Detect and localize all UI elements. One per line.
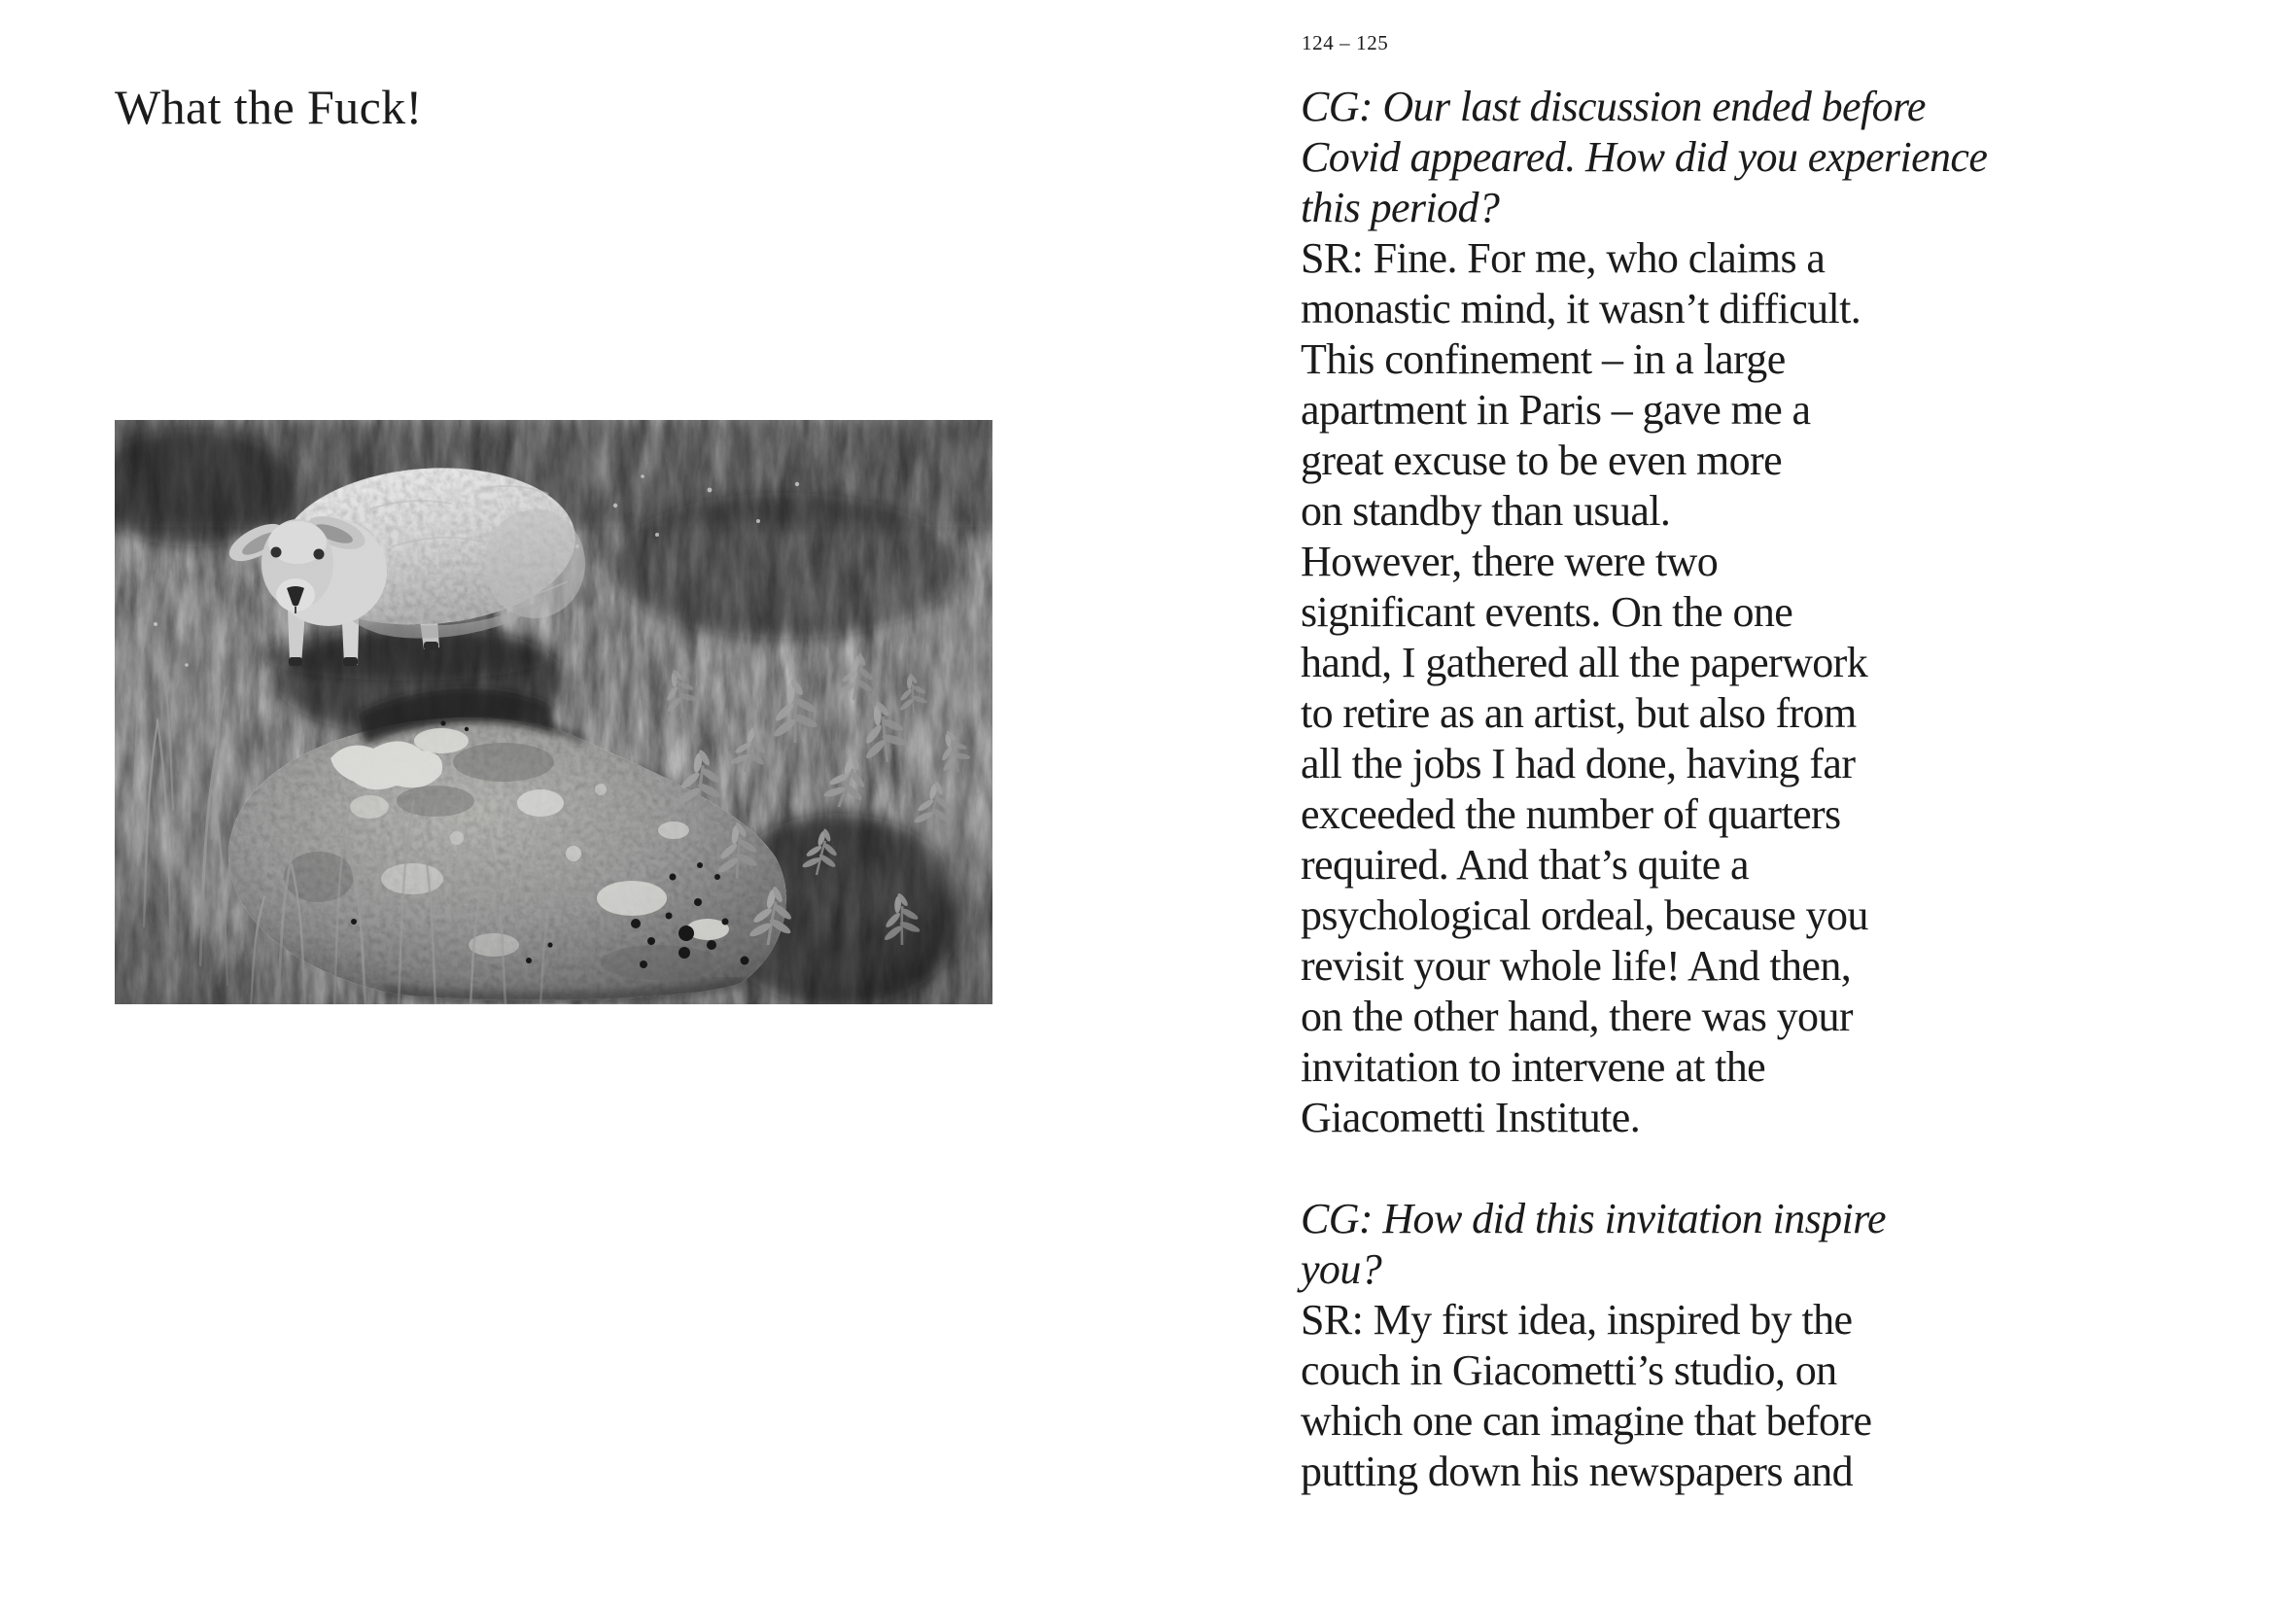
interview-blank-line bbox=[1301, 1143, 2049, 1194]
interview-question-line: you? bbox=[1301, 1245, 1382, 1293]
interview-answer-line: This confinement – in a large bbox=[1301, 335, 1786, 383]
interview-answer-line: which one can imagine that before bbox=[1301, 1397, 1872, 1445]
interview-question-line: this period? bbox=[1301, 184, 1500, 231]
interview-answer-line: revisit your whole life! And then, bbox=[1301, 942, 1852, 990]
interview-answer-line: invitation to intervene at the bbox=[1301, 1043, 1766, 1091]
interview-answer-line: monastic mind, it wasn’t difficult. bbox=[1301, 285, 1861, 332]
interview-answer-line: SR: Fine. For me, who claims a bbox=[1301, 234, 1826, 282]
interview-question-line: CG: How did this invitation inspire bbox=[1301, 1195, 1886, 1242]
interview-answer-line: putting down his newspapers and bbox=[1301, 1448, 1853, 1495]
interview-answer-line: all the jobs I had done, having far bbox=[1301, 740, 1856, 787]
vignette bbox=[115, 420, 992, 1004]
interview-answer-line: great excuse to be even more bbox=[1301, 437, 1783, 484]
interview-answer-line: couch in Giacometti’s studio, on bbox=[1301, 1346, 1837, 1394]
interview-answer-line: hand, I gathered all the paperwork bbox=[1301, 639, 1868, 686]
interview-answer-line: Giacometti Institute. bbox=[1301, 1094, 1641, 1141]
page-number: 124 – 125 bbox=[1302, 31, 1389, 54]
interview-answer-line: to retire as an artist, but also from bbox=[1301, 689, 1857, 737]
interview-text bbox=[1301, 82, 2049, 1497]
lamb-photograph bbox=[115, 420, 992, 1004]
interview-answer-line: significant events. On the one bbox=[1301, 588, 1793, 636]
interview-answer-line: on the other hand, there was your bbox=[1301, 993, 1853, 1040]
interview-answer-line: SR: My first idea, inspired by the bbox=[1301, 1296, 1853, 1344]
interview-answer-line: apartment in Paris – gave me a bbox=[1301, 386, 1811, 434]
interview-answer-line: required. And that’s quite a bbox=[1301, 841, 1749, 889]
page-title: What the Fuck! bbox=[115, 80, 423, 134]
interview-answer-line: psychological ordeal, because you bbox=[1301, 891, 1868, 939]
interview-question-line: CG: Our last discussion ended before bbox=[1301, 83, 1926, 130]
interview-answer-line: exceeded the number of quarters bbox=[1301, 790, 1841, 838]
interview-answer-line: on standby than usual. bbox=[1301, 487, 1671, 535]
lamb-photo-svg bbox=[115, 420, 992, 1004]
interview-question-line: Covid appeared. How did you experience bbox=[1301, 133, 1988, 181]
interview-answer-line: However, there were two bbox=[1301, 538, 1719, 585]
